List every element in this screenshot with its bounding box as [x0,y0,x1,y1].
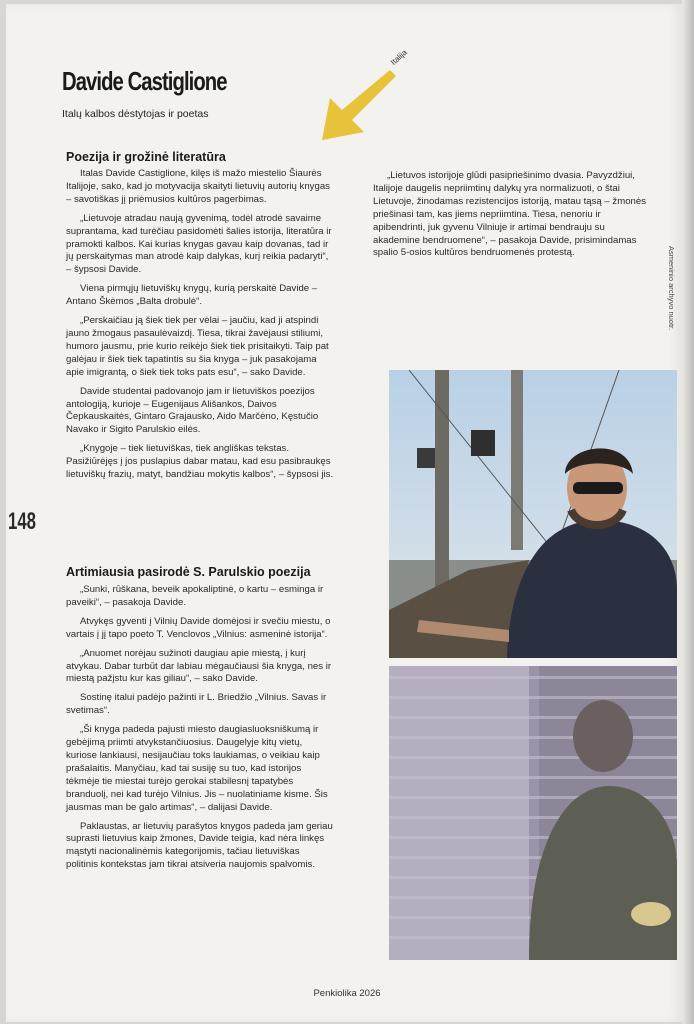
paragraph: „Anuomet norėjau sužinoti daugiau apie miestą, į kurį atvykau. Dabar turbūt dar labiau mėgaučiausi šia knyga, nes ir miestą pažįstu kur kas giliau“, – sako Davide. [66,647,332,685]
page-title: Davide Castiglione [62,66,227,96]
photo-window-portrait [389,666,677,960]
section-heading-poetry: Poezija ir grožinė literatūra [66,150,226,164]
page-number: 148 [8,508,37,535]
footer-magazine-name: Penkiolika 2026 [313,988,381,999]
photo-credit: Asmeninio archyvo nuotr. [667,246,676,331]
paragraph: „Lietuvoje atradau naują gyvenimą, todėl atrodė savaime suprantama, kad turėčiau pasidomėti šalies istorija, literatūra ir pramokti kalbos. Kai kurias knygas gavau kaip dovanas, tad ir jų perskaitymas man atrodė kaip dalykas, kurį reikia padaryti“, – šypsosi Davide. [66,212,332,276]
paragraph: Paklaustas, ar lietuvių parašytos knygos padeda jam geriau suprasti lietuvius kaip žmones, Davide teigia, kad nėra linkęs mąstyti nacionalinėmis kategorijomis, tačiau lietuviškas politinis kontekstas jam tikrai atsiveria naujomis spalvomis. [66,820,333,871]
arrow-label: Italija [388,47,409,67]
paragraph: „Sunki, rūškana, beveik apokaliptinė, o kartu – esminga ir paveiki“, – pasakoja Davide. [66,584,324,608]
page-subtitle: Italų kalbos dėstytojas ir poetas [62,108,209,120]
paragraph: Italas Davide Castiglione, kilęs iš mažo miestelio Šiaurės Italijoje, sako, kad jo motyvacija skaityti lietuvių autorių knygas – savotiškas jį priėmusios kultūros pagerbimas. [66,168,330,205]
column-left-section1 [66,168,334,488]
page-edge [682,0,694,1024]
section-heading-parulskis: Artimiausia pasirodė S. Parulskio poezija [66,565,311,579]
photo-window-image [389,666,677,960]
paragraph: „Knygoje – tiek lietuviškas, tiek angliškas tekstas. Pasižiūrėjęs į jos puslapius dabar matau, kad esu pasibraukęs lietuviškų frazių, matyt, bandžiau mokytis kalbos“, – šypsosi jis. [66,443,334,481]
paragraph: „Perskaičiau ją šiek tiek per vėlai – jaučiu, kad ji atspindi jauno žmogaus pasaulėvaizdį. Tiesa, tikrai žavėjausi stiliumi, humoro jausmu, prie kurio reikėjo šiek tiek prisitaikyti. Taip pat galėjau ir šiek tiek tapatintis su šia knyga – juk pasakojama apie imigrantą, o šiek tiek toks pats esu“, – sako Davide. [66,315,329,378]
paragraph: „Ši knyga padeda pajusti miesto daugiasluoksniškumą ir gebėjimą priimti atvykstančiuosius. Daugelyje kitų vietų, kuriose lankiausi, nesijaučiau toks laukiamas, o veikiau kaip prašalaitis. Manyčiau, kad tai susiję su tuo, kad istorijos tėkmėje tie miestai turėjo gerokai stabilesnį tapatybės branduolį, nei kad turėjo Vilnius. Jis – nuolatiniame kisme. Šis jausmas man be galo artimas“, – dalijasi Davide. [66,724,328,813]
column-left-section2 [66,584,334,878]
paragraph: Davide studentai padovanojo jam ir lietuviškos poezijos antologiją, kurioje – Eugenijaus Ališankos, Daivos Čepkauskaitės, Gintaro Grajausko, Aido Marčėno, Kęstučio Navako ir Sigito Parulskio eilės. [66,385,319,436]
photo-sailboat-image [389,370,677,658]
paragraph: „Lietuvos istorijoje glūdi pasipriešinimo dvasia. Pavyzdžiui, Italijoje daugelis nepriimtinų dalykų yra normalizuoti, o štai Lietuvoje, žinodamas rezistencijos istoriją, matau tąsą – žmonės priešinasi tam, kas jiems nepriimtina. Tiesa, nenoriu ir apibendrinti, juk gyvenu Vilniuje ir artimai bendrauju su akademine bendruomene“, – pasakoja Davide, prisimindamas spalio 5-osios kultūros bendruomenės protestą. [373,170,647,259]
paragraph: Viena pirmųjų lietuviškų knygų, kurią perskaitė Davide – Antano Škėmos „Balta drobulė“. [66,283,318,308]
paragraph: Atvykęs gyventi į Vilnių Davide domėjosi ir svečiu miestu, o vartais į jį tapo poeto T. Venclovos „Vilnius: asmeninė istorija“. [66,615,331,640]
column-right [373,170,653,266]
paragraph: Sostinę italui padėjo pažinti ir L. Briedžio „Vilnius. Savas ir svetimas“. [66,692,327,717]
yellow-arrow-icon [318,64,398,144]
photo-sailboat-portrait [389,370,677,658]
